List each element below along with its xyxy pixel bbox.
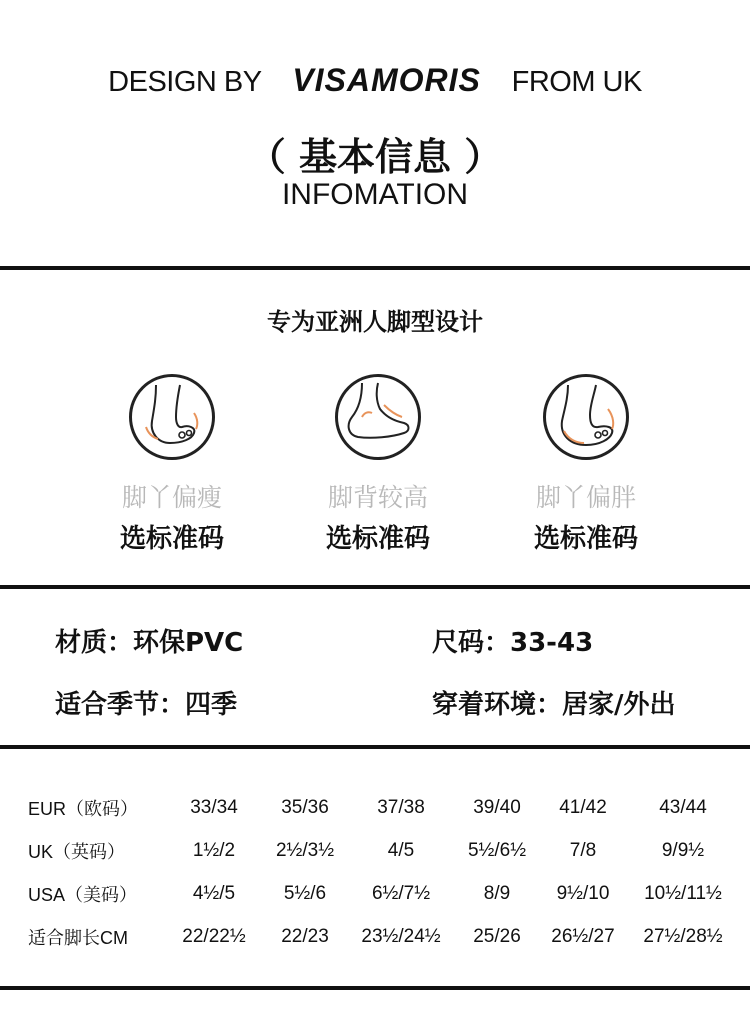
- brand-suffix: FROM UK: [511, 66, 642, 98]
- foot-side-high-arch-icon: [335, 374, 421, 460]
- size-cell: 43/44: [659, 796, 707, 818]
- spec-material: 材质：环保PVC: [55, 628, 244, 658]
- size-row-eur: [28, 786, 738, 829]
- size-row-label: 适合脚长CM: [28, 927, 128, 948]
- size-row-label: EUR（欧码）: [28, 798, 139, 819]
- size-cell: 39/40: [473, 796, 521, 818]
- fit-advice-thin: 选标准码: [119, 524, 224, 554]
- fit-desc-thin: 脚丫偏瘦: [121, 483, 222, 512]
- size-cell: 27½/28½: [643, 925, 723, 947]
- size-cell: 4/5: [387, 839, 415, 861]
- brand-line: [0, 62, 750, 99]
- size-cell: 41/42: [559, 796, 607, 818]
- size-row-label: UK（英码）: [28, 841, 126, 862]
- size-cell: 6½/7½: [371, 882, 431, 904]
- fit-item-wide: [486, 374, 686, 555]
- size-cell: 35/36: [281, 796, 329, 818]
- fit-item-high-arch: [278, 374, 478, 555]
- fit-desc-wide: 脚丫偏胖: [535, 483, 636, 512]
- brand-prefix: DESIGN BY: [108, 66, 262, 98]
- size-cell: 4½/5: [192, 882, 236, 904]
- size-row-usa: [28, 872, 738, 915]
- size-cell: 22/23: [281, 925, 329, 947]
- size-cell: 23½/24½: [361, 925, 441, 947]
- divider: [0, 745, 750, 749]
- size-cell: 5½/6½: [467, 839, 527, 861]
- size-cell: 9½/10: [556, 882, 610, 904]
- section-subtitle: INFOMATION: [281, 178, 469, 211]
- size-cell: 33/34: [190, 796, 238, 818]
- size-cell: 25/26: [473, 925, 521, 947]
- size-cell: 1½/2: [192, 839, 236, 861]
- size-cell: 37/38: [377, 796, 425, 818]
- size-cell: 5½/6: [283, 882, 327, 904]
- size-cell: 8/9: [483, 882, 511, 904]
- spec-season: 适合季节：四季: [55, 690, 238, 720]
- size-cell: 22/22½: [182, 925, 246, 947]
- fit-item-thin: [72, 374, 272, 555]
- size-chart-table: [28, 786, 738, 958]
- fit-desc-high-arch: 脚背较高: [327, 483, 428, 512]
- size-cell: 9/9½: [661, 839, 705, 861]
- size-row-label: USA（美码）: [28, 884, 138, 905]
- foot-front-wide-icon: [543, 374, 629, 460]
- section-title: （ 基本信息 ）: [247, 135, 503, 179]
- divider: [0, 266, 750, 270]
- size-row-uk: [28, 829, 738, 872]
- fit-advice-high-arch: 选标准码: [325, 524, 430, 554]
- divider: [0, 585, 750, 589]
- foot-front-thin-icon: [129, 374, 215, 460]
- spec-environment: 穿着环境：居家/外出: [432, 690, 676, 720]
- spec-size-range: 尺码：33-43: [432, 628, 594, 658]
- fit-heading: 专为亚洲人脚型设计: [267, 308, 483, 336]
- size-cell: 7/8: [569, 839, 597, 861]
- size-cell: 26½/27: [551, 925, 615, 947]
- size-row-foot-length: [28, 915, 738, 958]
- size-cell: 10½/11½: [644, 882, 722, 904]
- size-cell: 2½/3½: [275, 839, 335, 861]
- divider: [0, 986, 750, 990]
- fit-advice-wide: 选标准码: [533, 524, 638, 554]
- brand-logo: VISAMORIS: [292, 62, 481, 98]
